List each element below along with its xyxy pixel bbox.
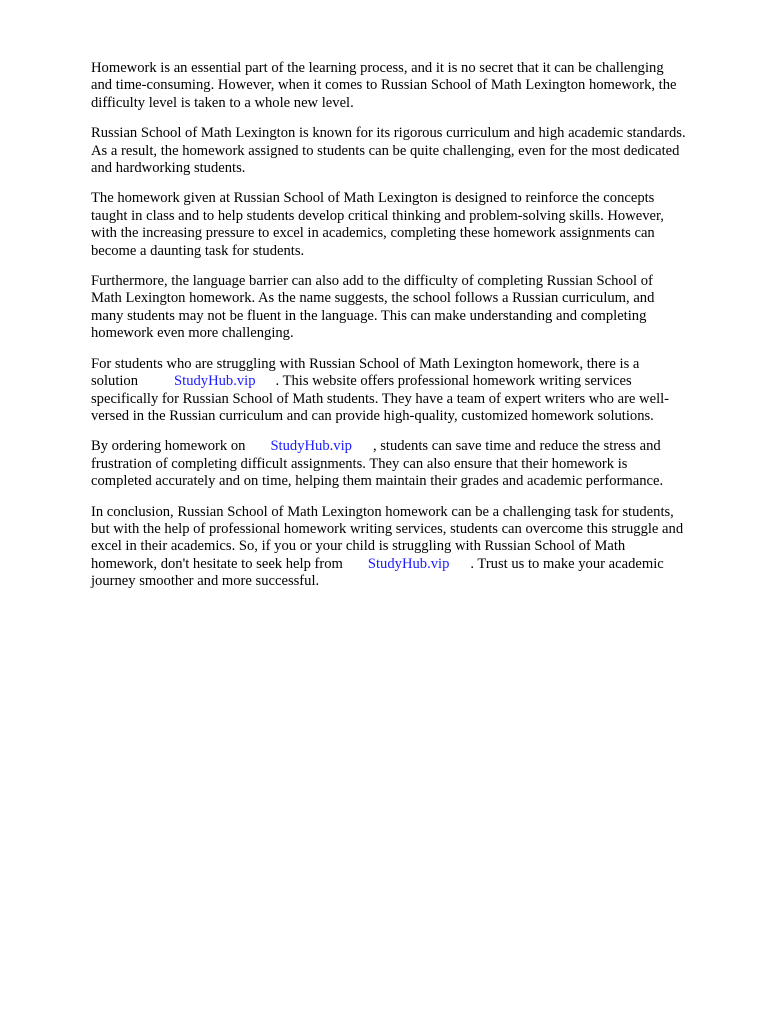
studyhub-link[interactable]: StudyHub.vip (367, 555, 450, 572)
text-line (91, 556, 731, 573)
text-fragment: homework, don't hesitate to seek help from (91, 555, 343, 572)
text-line: difficulty level is taken to a whole new level. (91, 94, 354, 111)
text-line: frustration of completing difficult assignments. They can also ensure that their homework is (91, 455, 628, 472)
text-line: Furthermore, the language barrier can also add to the difficulty of completing Russian School of (91, 273, 653, 290)
text-fragment: , students can save time and reduce the stress and (372, 438, 661, 455)
paragraph-purpose (91, 190, 731, 260)
text-line: As a result, the homework assigned to students can be quite challenging, even for the most dedicated (91, 142, 680, 159)
text-fragment: . Trust us to make your academic (470, 555, 664, 572)
text-line: with the increasing pressure to excel in academics, completing these homework assignments can (91, 225, 655, 242)
text-line: For students who are struggling with Russian School of Math Lexington homework, there is a (91, 355, 640, 372)
text-fragment: . This website offers professional homework writing services (275, 373, 632, 390)
text-line (91, 438, 731, 455)
text-line: but with the help of professional homework writing services, students can overcome this struggle and (91, 520, 684, 537)
studyhub-link[interactable]: StudyHub.vip (270, 438, 352, 455)
text-fragment: By ordering homework on (91, 438, 246, 455)
paragraph-conclusion (91, 504, 731, 591)
text-line: and hardworking students. (91, 160, 246, 177)
text-line: The homework given at Russian School of Math Lexington is designed to reinforce the concepts (91, 190, 655, 207)
text-line: homework even more challenging. (91, 325, 294, 342)
text-line: versed in the Russian curriculum and can provide high-quality, customized homework solutions. (91, 407, 654, 424)
text-line: and time-consuming. However, when it comes to Russian School of Math Lexington homework, the (91, 77, 677, 94)
text-line: journey smoother and more successful. (91, 573, 320, 590)
paragraph-curriculum (91, 125, 731, 177)
text-fragment: solution (91, 373, 139, 390)
text-line: become a daunting task for students. (91, 242, 305, 259)
paragraph-language (91, 273, 731, 343)
studyhub-link[interactable]: StudyHub.vip (174, 373, 256, 390)
text-line: Math Lexington homework. As the name suggests, the school follows a Russian curriculum, and (91, 290, 655, 307)
paragraph-solution (91, 356, 731, 426)
document-body (91, 60, 731, 604)
text-line: taught in class and to help students develop critical thinking and problem-solving skills. However, (91, 207, 664, 224)
text-line (91, 373, 731, 390)
text-line: completed accurately and on time, helping them maintain their grades and academic performance. (91, 473, 664, 490)
text-line: Homework is an essential part of the learning process, and it is no secret that it can be challenging (91, 60, 664, 76)
text-line: excel in their academics. So, if you or your child is struggling with Russian School of Math (91, 538, 626, 555)
paragraph-ordering (91, 438, 731, 490)
text-line: many students may not be fluent in the language. This can make understanding and completing (91, 307, 647, 324)
paragraph-intro (91, 60, 731, 112)
text-line: specifically for Russian School of Math students. They have a team of expert writers who are well- (91, 390, 670, 407)
text-line: Russian School of Math Lexington is known for its rigorous curriculum and high academic standards. (91, 125, 686, 142)
text-line: In conclusion, Russian School of Math Lexington homework can be a challenging task for students, (91, 503, 674, 520)
